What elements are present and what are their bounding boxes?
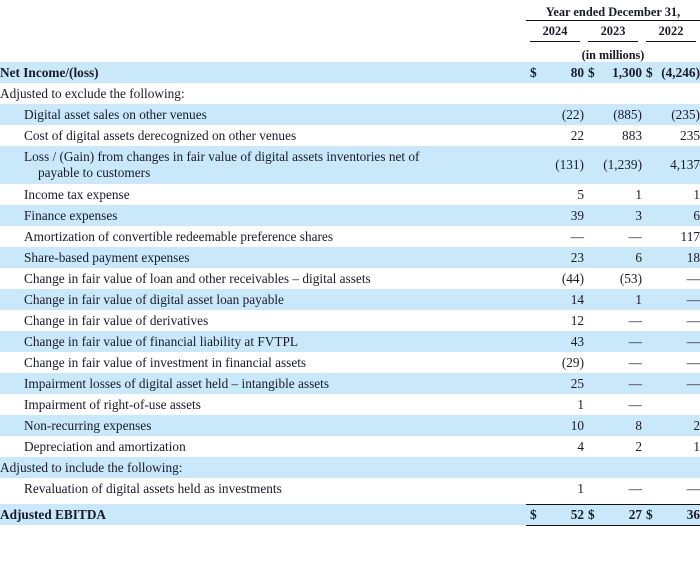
cell-y0-12 [526,331,584,352]
total-bottom-rule-cell-0 [526,525,584,529]
row-label [0,436,526,457]
cell-y2-10 [642,289,700,310]
cell-value: 1 [635,291,642,307]
cell-y0-15 [526,394,584,415]
row-label [0,289,526,310]
cell-value: (131) [555,157,584,173]
currency-symbol: $ [588,64,595,80]
row-label [0,457,526,478]
cell-y1-7 [584,226,642,247]
table-row [0,104,700,125]
total-cell-y1-0 [584,504,642,525]
cell-y0-8 [526,247,584,268]
column-header-2022-label: 2022 [658,24,684,39]
table-row [0,184,700,205]
table-row [0,205,700,226]
total-cell-y2-0 [642,504,700,525]
total-bottom-rule-cell-1 [584,525,642,529]
cell-value: 52 [570,506,584,522]
column-header-2024-label: 2024 [542,24,568,39]
cell-y0-9 [526,268,584,289]
cell-value: 3 [635,207,642,223]
currency-symbol: $ [646,64,653,80]
cell-value: 2 [693,417,700,433]
cell-y2-5 [642,184,700,205]
weibo-watermark [604,531,696,563]
header-units-row [0,42,700,62]
cell-value: 23 [570,249,584,265]
row-label-text: Income tax expense [24,186,130,202]
header-units-label: (in millions) [581,47,645,62]
total-bottom-rule-cell-2 [642,525,700,529]
cell-y0-4 [526,146,584,184]
row-label-text: Impairment of right-of-use assets [24,396,201,412]
cell-y0-3 [526,125,584,146]
cell-value: (885) [613,106,642,122]
cell-value: 1 [693,438,700,454]
cell-value: — [686,354,700,370]
row-label-text: Amortization of convertible redeemable preference shares [24,228,333,244]
total-bottom-spacer [0,525,526,529]
cell-value: — [686,480,700,496]
cell-y1-19 [584,478,642,499]
cell-value: 1 [693,186,700,202]
row-label [0,83,526,104]
cell-y2-9 [642,268,700,289]
cell-y2-16 [642,415,700,436]
row-label [0,184,526,205]
cell-value: — [686,291,700,307]
total-cell-y0-0 [526,504,584,525]
cell-value: 39 [570,207,584,223]
currency-symbol: $ [646,506,653,522]
cell-y0-0 [526,62,584,83]
cell-value: (22) [561,106,584,122]
row-label [0,226,526,247]
cell-value: (53) [619,270,642,286]
cell-y1-11 [584,310,642,331]
row-label [0,146,526,184]
cell-y0-10 [526,289,584,310]
cell-value: 1 [577,480,584,496]
cell-value: 25 [570,375,584,391]
row-label-text: Change in fair value of digital asset loan payable [24,291,284,307]
row-label [0,310,526,331]
cell-y1-16 [584,415,642,436]
cell-y2-15 [642,394,700,415]
row-label [0,373,526,394]
cell-value: 117 [680,228,700,244]
row-label-continuation: payable to customers [38,165,151,180]
cell-value: 235 [680,127,700,143]
cell-y0-1 [526,83,584,104]
cell-y0-16 [526,415,584,436]
row-label [0,104,526,125]
cell-value: — [628,375,642,391]
cell-value: (44) [561,270,584,286]
cell-value: 6 [693,207,700,223]
table-row [0,373,700,394]
row-label [0,352,526,373]
cell-value: 5 [577,186,584,202]
row-label-text: Change in fair value of investment in financial assets [24,354,307,370]
row-label-text: Non-recurring expenses [24,417,152,433]
table-row [0,268,700,289]
cell-y2-1 [642,83,700,104]
cell-value: 2 [635,438,642,454]
table-header [0,0,700,62]
cell-value: (4,246) [661,64,700,80]
table-row [0,62,700,83]
header-spacer [0,0,526,20]
cell-value: 27 [628,506,642,522]
table-row [0,331,700,352]
cell-value: (235) [671,106,700,122]
table-row [0,415,700,436]
cell-value: — [686,312,700,328]
cell-value: 1 [635,186,642,202]
cell-y1-4 [584,146,642,184]
cell-y0-2 [526,104,584,125]
cell-y0-5 [526,184,584,205]
cell-value: — [686,333,700,349]
row-label [0,478,526,499]
table-body [0,62,700,529]
cell-y2-18 [642,457,700,478]
cell-y1-12 [584,331,642,352]
table-row [0,457,700,478]
row-label [0,62,526,83]
cell-y2-7 [642,226,700,247]
table-row [0,394,700,415]
cell-value: 22 [570,127,584,143]
currency-symbol: $ [588,506,595,522]
cell-value: — [628,354,642,370]
row-label-text: Change in fair value of loan and other receivables – digital assets [24,270,371,286]
cell-value: — [628,396,642,412]
cell-y1-14 [584,373,642,394]
cell-y2-8 [642,247,700,268]
row-label [0,331,526,352]
row-label-text: Adjusted to exclude the following: [0,85,185,101]
row-label-text: Digital asset sales on other venues [24,106,207,122]
header-period-row [0,0,700,20]
cell-y1-17 [584,436,642,457]
table-row [0,146,700,184]
cell-value: 80 [570,64,584,80]
header-spacer-3 [0,42,526,62]
cell-value: — [686,270,700,286]
row-label-text: Revaluation of digital assets held as investments [24,480,282,496]
row-label [0,247,526,268]
row-label-text: Adjusted to include the following: [0,459,183,475]
cell-y0-7 [526,226,584,247]
cell-y1-8 [584,247,642,268]
row-label-text: Share-based payment expenses [24,249,190,265]
cell-y1-13 [584,352,642,373]
currency-symbol: $ [530,64,537,80]
cell-y2-11 [642,310,700,331]
cell-y1-5 [584,184,642,205]
cell-value: 36 [686,506,700,522]
total-bottom-rule-row [0,525,700,529]
cell-value: — [570,228,584,244]
cell-y1-1 [584,83,642,104]
column-header-2023 [584,20,642,42]
total-row-adjusted-ebitda [0,504,700,525]
cell-value: 6 [635,249,642,265]
cell-y2-2 [642,104,700,125]
header-years-row [0,20,700,42]
cell-value: — [628,333,642,349]
cell-y2-4 [642,146,700,184]
cell-value: 12 [570,312,584,328]
cell-value: 1,300 [612,64,642,80]
cell-y0-14 [526,373,584,394]
cell-y2-6 [642,205,700,226]
cell-y0-17 [526,436,584,457]
row-label-text: Depreciation and amortization [24,438,186,454]
cell-value: — [628,228,642,244]
row-label-text: Loss / (Gain) from changes in fair value of digital assets inventories net of [24,149,420,165]
row-label-text: Change in fair value of derivatives [24,312,209,328]
cell-value: 8 [635,417,642,433]
cell-y2-14 [642,373,700,394]
cell-y0-19 [526,478,584,499]
cell-value: 4 [577,438,584,454]
cell-y1-3 [584,125,642,146]
cell-y1-0 [584,62,642,83]
cell-y1-9 [584,268,642,289]
table-row [0,478,700,499]
cell-y0-13 [526,352,584,373]
row-label-text: Change in fair value of financial liability at FVTPL [24,333,298,349]
cell-value: — [628,480,642,496]
header-period-title: Year ended December 31, [526,0,700,20]
cell-value: 18 [686,249,700,265]
header-spacer-2 [0,20,526,42]
cell-y1-10 [584,289,642,310]
cell-y0-6 [526,205,584,226]
cell-value: 4,137 [670,157,700,173]
cell-y0-18 [526,457,584,478]
cell-y2-13 [642,352,700,373]
cell-value: 883 [622,127,642,143]
row-label-text: Impairment losses of digital asset held – intangible assets [24,375,330,391]
cell-y0-11 [526,310,584,331]
cell-y2-0 [642,62,700,83]
cell-y2-19 [642,478,700,499]
cell-value: 14 [570,291,584,307]
cell-y1-15 [584,394,642,415]
total-row-label: Adjusted EBITDA [0,506,107,522]
table-row [0,226,700,247]
cell-y2-3 [642,125,700,146]
currency-symbol: $ [530,506,537,522]
cell-y2-12 [642,331,700,352]
row-label [0,268,526,289]
row-label [0,125,526,146]
cell-value: 1 [577,396,584,412]
row-label [0,394,526,415]
cell-value: (29) [561,354,584,370]
table-row [0,352,700,373]
cell-value: 43 [570,333,584,349]
row-label-text: Finance expenses [24,207,118,223]
cell-y1-18 [584,457,642,478]
cell-y2-17 [642,436,700,457]
cell-y1-2 [584,104,642,125]
row-label-text: Cost of digital assets derecognized on other venues [24,127,297,143]
column-header-2024 [526,20,584,42]
row-label-text: Net Income/(loss) [0,64,99,80]
table-row [0,83,700,104]
column-header-2023-label: 2023 [600,24,626,39]
table-row [0,436,700,457]
column-header-2022 [642,20,700,42]
cell-value: — [628,312,642,328]
cell-value: — [686,375,700,391]
table-row [0,289,700,310]
cell-y1-6 [584,205,642,226]
cell-value: (1,239) [603,157,642,173]
table-row [0,125,700,146]
table-row [0,310,700,331]
row-label [0,205,526,226]
cell-value: 10 [570,417,584,433]
row-label [0,415,526,436]
table-row [0,247,700,268]
